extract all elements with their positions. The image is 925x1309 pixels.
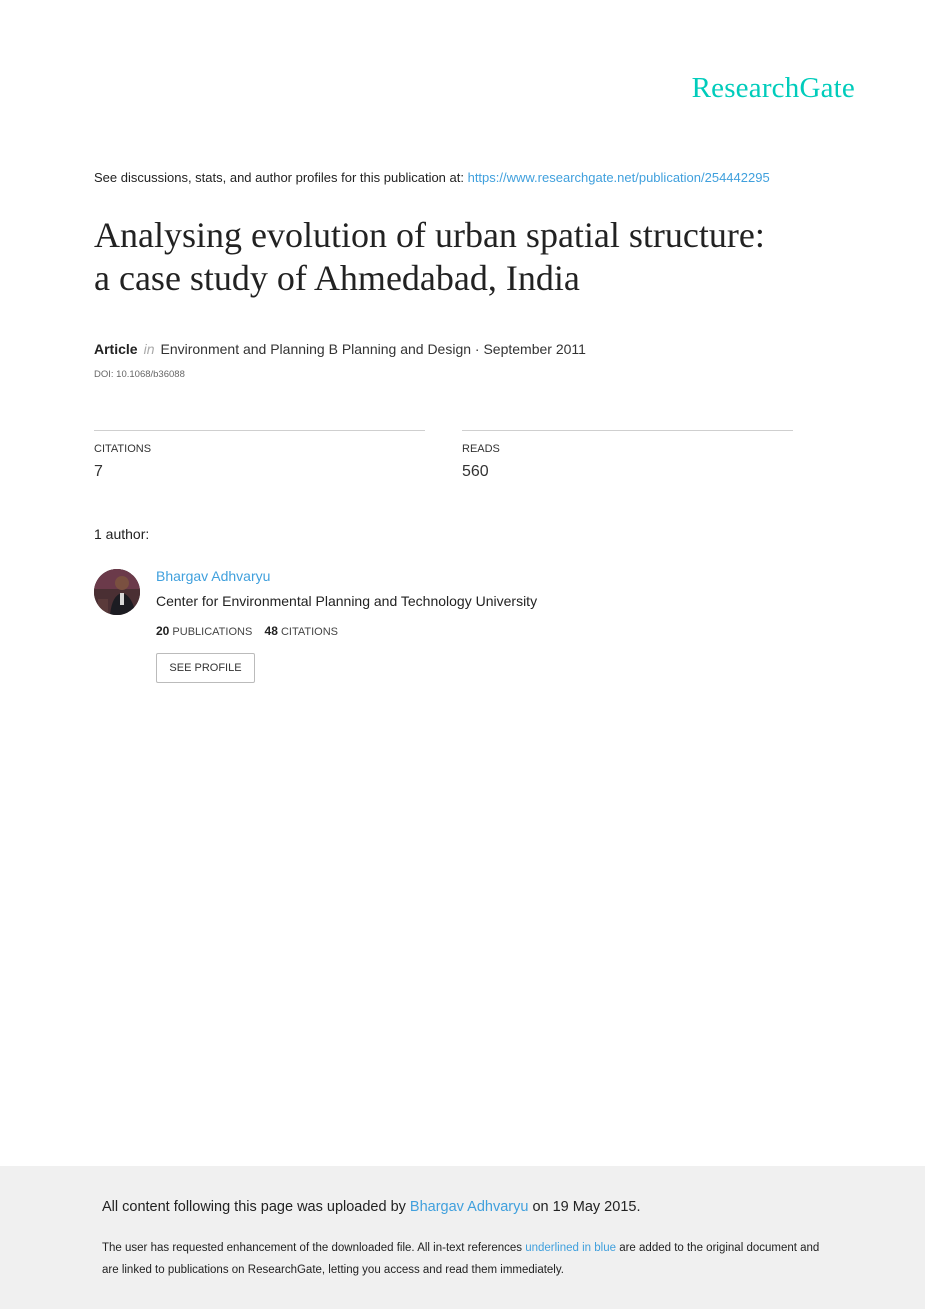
- see-profile-button[interactable]: SEE PROFILE: [156, 653, 255, 683]
- publications-count: 20: [156, 624, 170, 638]
- source-text: See discussions, stats, and author profiles for this publication at:: [94, 170, 468, 185]
- author-avatar[interactable]: [94, 569, 140, 615]
- authors-heading: 1 author:: [94, 526, 150, 542]
- publications-label: PUBLICATIONS: [172, 626, 253, 638]
- author-name-link[interactable]: Bhargav Adhvaryu: [156, 568, 271, 584]
- author-photo-icon: [94, 569, 140, 615]
- venue-date[interactable]: Environment and Planning B Planning and Design · September 2011: [160, 341, 586, 357]
- footer-banner: [0, 1166, 925, 1309]
- reads-label: READS: [462, 443, 500, 455]
- author-citations-count: 48: [264, 624, 278, 638]
- upload-prefix: All content following this page was uploaded by: [102, 1199, 410, 1215]
- note-prefix: The user has requested enhancement of the downloaded file. All in-text references: [102, 1242, 526, 1254]
- note-link-text: underlined in blue: [525, 1242, 617, 1254]
- note-suffix: are added to the original document and are linked to publications on ResearchGate, letting you access and read them immediately.: [102, 1242, 820, 1276]
- enhancement-note: [102, 1237, 832, 1281]
- author-institution: Center for Environmental Planning and Technology University: [156, 593, 538, 609]
- publication-meta: [94, 341, 586, 357]
- citations-label: CITATIONS: [94, 443, 152, 455]
- reads-value: 560: [462, 463, 489, 480]
- upload-info: [102, 1199, 640, 1215]
- publication-url-link[interactable]: https://www.researchgate.net/publication/254442295: [467, 170, 770, 185]
- in-label: in: [143, 341, 155, 357]
- citations-value: 7: [94, 463, 103, 480]
- author-citations-label: CITATIONS: [280, 626, 338, 638]
- title-line-1: Analysing evolution of urban spatial structure:: [94, 215, 765, 255]
- citations-stat: [94, 430, 425, 481]
- publication-source-line: [94, 170, 770, 185]
- researchgate-logo[interactable]: ResearchGate: [691, 72, 855, 104]
- publication-type: Article: [94, 341, 138, 357]
- upload-suffix: on 19 May 2015.: [528, 1199, 641, 1215]
- title-line-2: a case study of Ahmedabad, India: [94, 258, 580, 298]
- author-stats: [156, 624, 338, 638]
- uploader-link[interactable]: Bhargav Adhvaryu: [409, 1199, 529, 1215]
- reads-stat: [462, 430, 793, 481]
- doi-text: DOI: 10.1068/b36088: [94, 369, 185, 380]
- publication-title: [94, 214, 854, 300]
